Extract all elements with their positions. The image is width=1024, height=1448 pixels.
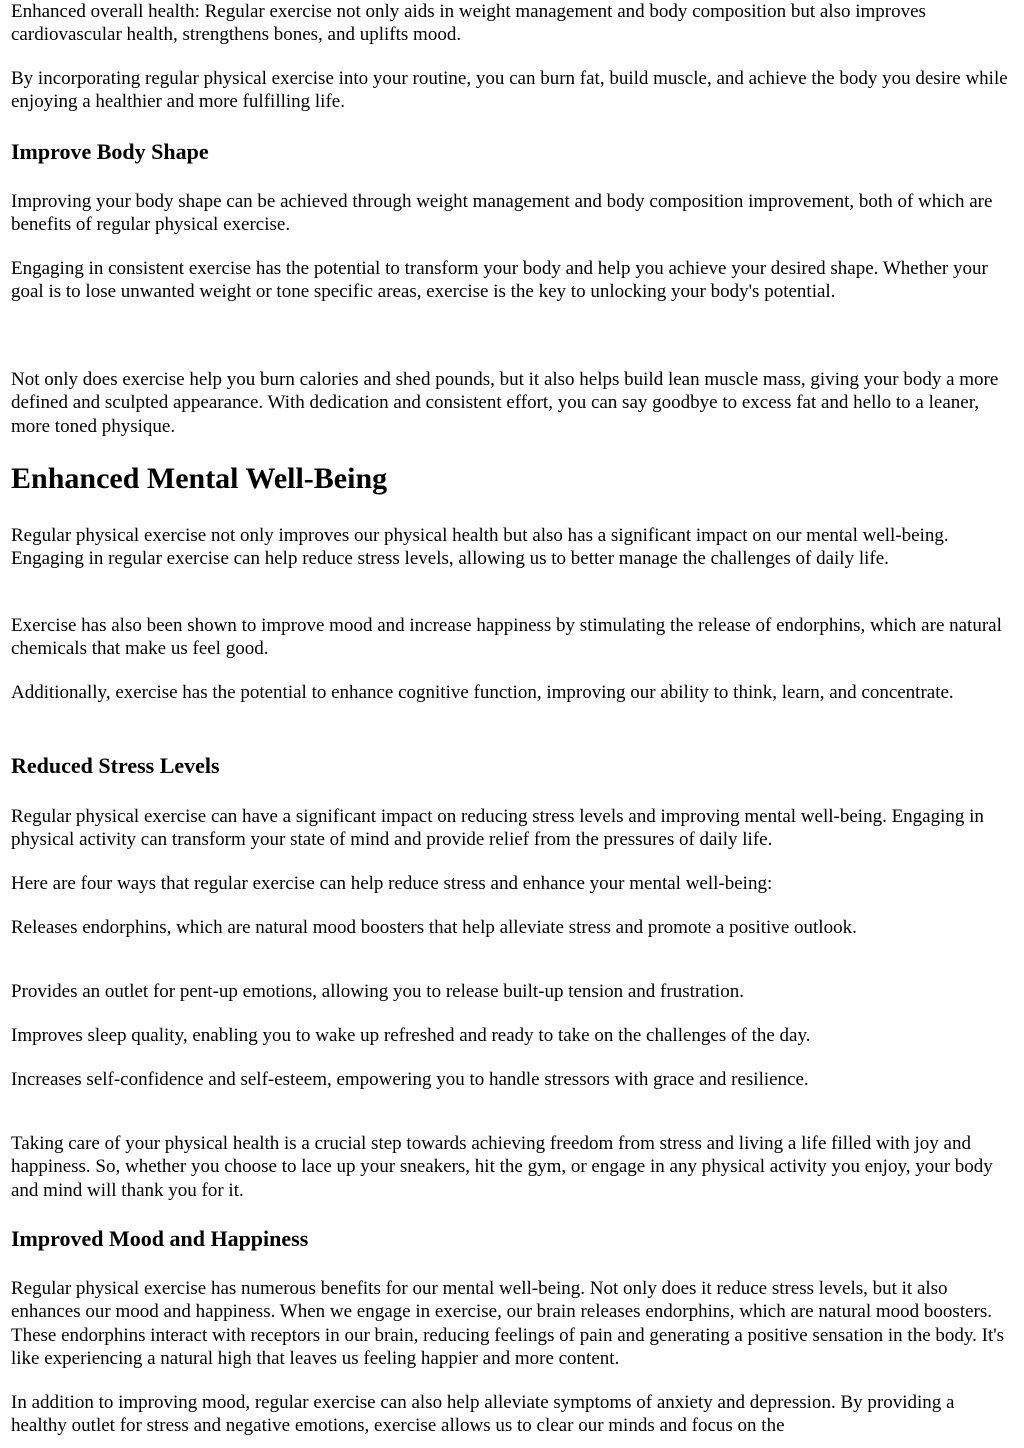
paragraph-stress-way-2: Provides an outlet for pent-up emotions, allowing you to release built-up tension and frustration. [11, 981, 744, 1002]
paragraph-mood-1: Regular physical exercise has numerous benefits for our mental well-being. Not only does it reduce stress levels, but it also enhances our mood and happiness. When we engage in exercise, our brain releases endorphins, which are natural mood boosters. These endorphins interact with receptors in our brain, reducing feelings of pain and generating a positive sensation in the body. It's like experiencing a natural high that leaves us feeling happier and more content. [11, 1278, 1005, 1369]
paragraph-stress-1: Regular physical exercise can have a significant impact on reducing stress levels and improving mental well-being. Engaging in physical activity can transform your state of mind and provide relief from the pressures of daily life. [11, 806, 984, 851]
paragraph-stress-way-1: Releases endorphins, which are natural mood boosters that help alleviate stress and promote a positive outlook. [11, 917, 857, 938]
heading-enhanced-mental-well-being: Enhanced Mental Well-Being [11, 462, 388, 495]
paragraph-stress-3: Taking care of your physical health is a crucial step towards achieving freedom from stress and living a life filled with joy and happiness. So, whether you choose to lace up your sneakers, hit the gym, or engage in any physical activity you enjoy, your body and mind will thank you for it. [11, 1133, 993, 1201]
paragraph-body-shape-1: Improving your body shape can be achieved through weight management and body composition improvement, both of which are benefits of regular physical exercise. [11, 191, 993, 236]
paragraph-mental-3: Additionally, exercise has the potential to enhance cognitive function, improving our ability to think, learn, and concentrate. [11, 682, 954, 703]
paragraph-mental-2: Exercise has also been shown to improve mood and increase happiness by stimulating the release of endorphins, which are natural chemicals that make us feel good. [11, 615, 1002, 660]
heading-improved-mood-and-happiness: Improved Mood and Happiness [11, 1226, 309, 1251]
paragraph-incorporating-exercise: By incorporating regular physical exercise into your routine, you can burn fat, build muscle, and achieve the body you desire while enjoying a healthier and more fulfilling life. [11, 68, 1008, 113]
paragraph-mental-1: Regular physical exercise not only improves our physical health but also has a significant impact on our mental well-being. Engaging in regular exercise can help reduce stress levels, allowing us to better manage the challenges of daily life. [11, 525, 949, 570]
paragraph-stress-way-4: Increases self-confidence and self-esteem, empowering you to handle stressors with grace and resilience. [11, 1069, 809, 1090]
paragraph-body-shape-2: Engaging in consistent exercise has the potential to transform your body and help you achieve your desired shape. Whether your goal is to lose unwanted weight or tone specific areas, exercise is the key to unlocking your body's potential. [11, 258, 988, 303]
paragraph-overall-health: Enhanced overall health: Regular exercise not only aids in weight management and body composition but also improves cardiovascular health, strengthens bones, and uplifts mood. [11, 1, 926, 46]
paragraph-mood-2: In addition to improving mood, regular exercise can also help alleviate symptoms of anxiety and depression. By providing a healthy outlet for stress and negative emotions, exercise allows us to clear our minds and focus on the [11, 1392, 955, 1437]
heading-reduced-stress-levels: Reduced Stress Levels [11, 753, 220, 778]
paragraph-stress-2: Here are four ways that regular exercise can help reduce stress and enhance your mental well-being: [11, 873, 773, 894]
heading-improve-body-shape: Improve Body Shape [11, 139, 209, 164]
paragraph-body-shape-3: Not only does exercise help you burn calories and shed pounds, but it also helps build lean muscle mass, giving your body a more defined and sculpted appearance. With dedication and consistent effort, you can say goodbye to excess fat and hello to a leaner, more toned physique. [11, 369, 999, 437]
paragraph-stress-way-3: Improves sleep quality, enabling you to wake up refreshed and ready to take on the challenges of the day. [11, 1025, 811, 1046]
